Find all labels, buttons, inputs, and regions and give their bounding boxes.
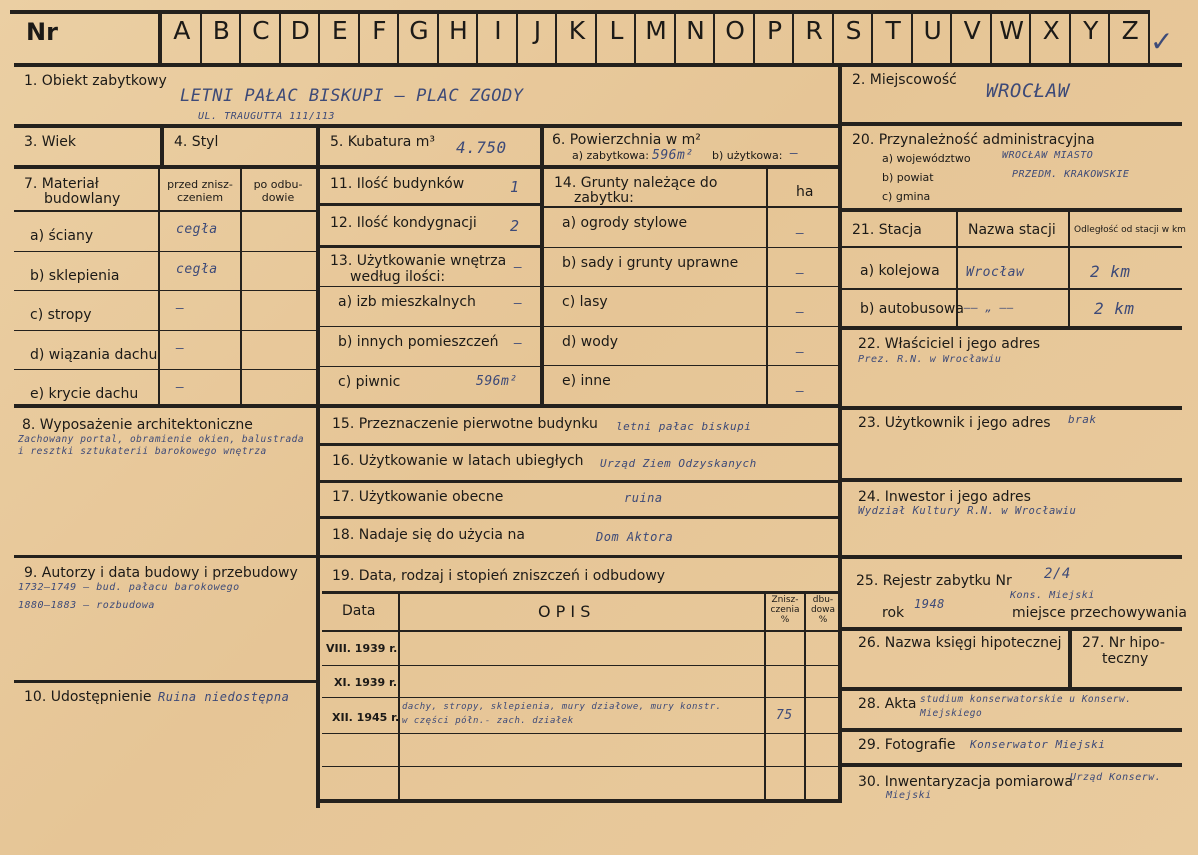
field-14-unit: ha <box>796 184 814 200</box>
field-19-col-date: Data <box>342 603 376 619</box>
field-29-label: 29. Fotografie <box>858 737 956 753</box>
field-30-label: 30. Inwentaryzacja pomiarowa <box>858 774 1073 790</box>
divider <box>990 10 992 65</box>
field-7-row-label: a) ściany <box>30 228 94 244</box>
field-14-row-value: — <box>796 265 805 281</box>
field-21-b-label: b) autobusowa <box>860 301 964 317</box>
field-19-row-3-date: XII. 1945 r. <box>332 711 400 724</box>
divider <box>397 10 399 65</box>
divider <box>544 247 840 248</box>
divider <box>544 365 840 366</box>
divider <box>14 251 318 252</box>
field-7-row-value: — <box>176 340 185 356</box>
index-letter-w: W <box>999 16 1025 45</box>
field-6-b-value: — <box>790 146 799 161</box>
field-10-label: 10. Udostępnienie <box>24 689 152 705</box>
field-25-nr: 2/4 <box>1044 566 1071 582</box>
field-2-label: 2. Miejscowość <box>852 72 957 88</box>
divider <box>544 286 840 287</box>
divider <box>14 404 318 408</box>
field-30-value-1: Urząd Konserw. <box>1070 772 1162 783</box>
field-14-row-value: — <box>796 344 805 360</box>
field-2-value: WROCŁAW <box>986 80 1070 102</box>
index-letter-x: X <box>1042 16 1060 45</box>
index-letter-b: B <box>212 16 230 45</box>
field-19-col-d3: % <box>818 615 828 625</box>
divider <box>318 286 542 287</box>
field-20-b-label: b) powiat <box>882 171 934 184</box>
divider <box>200 10 202 65</box>
divider <box>792 10 794 65</box>
divider <box>279 10 281 65</box>
field-7-col2-b: dowie <box>261 191 295 204</box>
divider <box>322 665 840 666</box>
field-13-c-label: c) piwnic <box>338 374 401 390</box>
field-24-label: 24. Inwestor i jego adres <box>858 489 1031 505</box>
field-7-row-value: — <box>176 380 185 395</box>
field-19-label: 19. Data, rodzaj i stopień zniszczeń i odbudowy <box>332 568 666 584</box>
field-29-value: Konserwator Miejski <box>970 738 1106 751</box>
divider <box>840 122 1182 126</box>
divider <box>832 10 834 65</box>
divider <box>316 126 320 808</box>
index-letter-f: F <box>372 16 387 45</box>
divider <box>840 208 1182 212</box>
field-14-row-value: — <box>796 384 805 400</box>
field-7-row-value: — <box>176 301 185 316</box>
divider <box>322 630 840 632</box>
field-7-label-1: 7. Materiał <box>24 176 99 192</box>
divider <box>318 10 320 65</box>
field-14-row-value: — <box>796 226 805 241</box>
field-14-row-label: e) inne <box>562 373 611 390</box>
field-28-label: 28. Akta <box>858 696 917 712</box>
field-7-row-value: cegła <box>176 222 218 237</box>
divider <box>1029 10 1031 65</box>
divider <box>595 10 597 65</box>
divider <box>318 203 542 206</box>
field-21-b-name: —— „ —— <box>964 301 1014 314</box>
divider <box>160 126 164 166</box>
field-25-place-value: Kons. Miejski <box>1010 590 1095 601</box>
divider <box>318 480 840 483</box>
field-13-a-value: — <box>514 296 523 311</box>
divider <box>713 10 715 65</box>
field-13-a-label: a) izb mieszkalnych <box>338 294 476 310</box>
divider <box>840 246 1182 248</box>
field-19-col-z1: Znisz- <box>771 595 799 605</box>
divider <box>318 443 840 446</box>
divider <box>871 10 873 65</box>
field-7-col1-b: czeniem <box>176 191 224 204</box>
divider <box>1068 210 1070 328</box>
nr-label: Nr <box>26 18 58 46</box>
divider <box>322 766 840 767</box>
field-19-row-3-opis-1: dachy, stropy, sklepienia, mury działowe, mury konstr. <box>402 702 722 712</box>
field-9-label: 9. Autorzy i data budowy i przebudowy <box>24 565 298 581</box>
field-6-b-label: b) użytkowa: <box>712 149 783 162</box>
index-letter-d: D <box>290 16 310 45</box>
field-21-a-dist: 2 km <box>1090 262 1131 281</box>
field-19-row-3-opis-2: w części półn.- zach. działek <box>402 716 574 726</box>
field-14-row-label: d) wody <box>562 333 618 350</box>
field-16-value: Urząd Ziem Odzyskanych <box>600 457 757 470</box>
field-17-value: ruina <box>624 491 663 505</box>
divider <box>318 799 842 803</box>
divider <box>634 10 636 65</box>
divider <box>840 478 1182 482</box>
index-letter-r: R <box>805 16 823 45</box>
divider <box>544 206 840 208</box>
divider <box>318 245 542 248</box>
divider <box>14 330 318 331</box>
field-25-rok-value: 1948 <box>914 597 945 611</box>
field-20-c-label: c) gmina <box>882 190 931 203</box>
index-letter-t: T <box>885 16 901 45</box>
divider <box>950 10 952 65</box>
divider <box>840 555 1182 559</box>
field-20-label: 20. Przynależność administracyjna <box>852 132 1095 148</box>
field-14-label-2: zabytku: <box>574 190 634 206</box>
index-letter-y: Y <box>1083 16 1099 45</box>
field-13-c-value: 596m² <box>476 374 518 389</box>
field-14-row-value: — <box>796 305 805 321</box>
divider <box>674 10 676 65</box>
divider <box>840 763 1182 767</box>
field-21-col2: Nazwa stacji <box>968 222 1056 238</box>
divider <box>316 165 840 169</box>
field-30-value-2: Miejski <box>886 790 932 801</box>
field-23-value: brak <box>1068 413 1097 426</box>
field-27-label-2: teczny <box>1102 651 1149 667</box>
divider <box>14 63 1182 67</box>
field-14-row-label: b) sady i grunty uprawne <box>562 254 739 271</box>
index-letter-n: N <box>686 16 705 45</box>
field-14-label-1: 14. Grunty należące do <box>554 175 718 191</box>
field-26-label: 26. Nazwa księgi hipotecznej <box>858 635 1062 651</box>
field-1-value: LETNI PAŁAC BISKUPI – PLAC ZGODY <box>180 86 524 106</box>
index-letter-u: U <box>923 16 942 45</box>
index-letter-m: M <box>645 16 667 45</box>
field-22-label: 22. Właściciel i jego adres <box>858 336 1041 352</box>
divider <box>318 366 542 367</box>
divider <box>838 63 842 803</box>
divider <box>158 10 162 67</box>
field-14-row-label: c) lasy <box>562 294 608 311</box>
divider <box>318 516 840 519</box>
field-18-label: 18. Nadaje się do użycia na <box>332 527 525 543</box>
field-6-a-label: a) zabytkowa: <box>572 149 649 162</box>
field-9-value-2: 1880–1883 – rozbudowa <box>18 600 155 611</box>
field-23-label: 23. Użytkownik i jego adres <box>858 415 1051 431</box>
field-5-label: 5. Kubatura m³ <box>330 134 436 150</box>
divider <box>14 165 318 169</box>
field-27-label-1: 27. Nr hipo- <box>1082 635 1165 651</box>
divider <box>14 124 840 128</box>
field-25-place-label: miejsce przechowywania <box>1012 605 1187 621</box>
field-15-label: 15. Przeznaczenie pierwotne budynku <box>332 416 598 432</box>
field-21-a-name: Wrocław <box>966 265 1025 280</box>
field-28-value-1: studium konserwatorskie u Konserw. <box>920 694 1132 705</box>
divider <box>322 733 840 734</box>
index-letter-z: Z <box>1121 16 1139 45</box>
field-21-col3: Odległość od stacji w km <box>1074 225 1186 235</box>
divider <box>840 288 1182 290</box>
field-1-label: 1. Obiekt zabytkowy <box>24 73 167 89</box>
field-21-b-dist: 2 km <box>1094 299 1135 318</box>
check-mark: ✓ <box>1150 25 1174 58</box>
field-19-row-3-pct: 75 <box>776 708 793 723</box>
field-15-value: letni pałac biskupi <box>616 420 752 433</box>
field-7-label-2: budowlany <box>44 191 121 207</box>
divider <box>1108 10 1110 65</box>
index-letter-v: V <box>963 16 981 45</box>
divider <box>14 290 318 291</box>
field-7-row-label: b) sklepienia <box>30 267 120 284</box>
field-16-label: 16. Użytkowanie w latach ubiegłych <box>332 453 584 469</box>
field-8-value-2: i resztki sztukaterii barokowego wnętrza <box>18 446 267 457</box>
field-25-label: 25. Rejestr zabytku Nr <box>856 573 1012 589</box>
field-6-label: 6. Powierzchnia w m² <box>552 132 701 148</box>
index-letter-i: I <box>494 16 502 45</box>
field-7-row-value: cegła <box>176 261 218 277</box>
field-13-b-label: b) innych pomieszczeń <box>338 334 499 350</box>
divider <box>1069 10 1071 65</box>
divider <box>10 10 1150 14</box>
index-letter-j: J <box>533 16 542 45</box>
divider <box>1068 629 1072 689</box>
divider <box>516 10 518 65</box>
field-13-b-value: — <box>514 336 523 351</box>
field-21-label: 21. Stacja <box>852 222 922 238</box>
field-19-col-z2: czenia <box>770 605 800 615</box>
field-8-label: 8. Wyposażenie architektoniczne <box>22 417 253 433</box>
field-24-value: Wydział Kultury R.N. w Wrocławiu <box>858 505 1077 517</box>
divider <box>476 10 478 65</box>
field-14-row-label: a) ogrody stylowe <box>562 215 688 231</box>
divider <box>840 326 1182 330</box>
index-letter-s: S <box>845 16 862 45</box>
divider <box>555 10 557 65</box>
divider <box>437 10 439 65</box>
field-1-street: UL. TRAUGUTTA 111/113 <box>198 111 335 122</box>
field-7-row-label: c) stropy <box>30 307 92 323</box>
field-19-col-d1: dbu- <box>812 595 834 605</box>
index-letter-e: E <box>331 16 348 45</box>
divider <box>316 404 840 408</box>
field-5-value: 4.750 <box>456 138 507 157</box>
field-11-value: 1 <box>510 178 520 196</box>
field-7-col1-a: przed znisz- <box>167 178 233 191</box>
index-letter-l: L <box>609 16 624 45</box>
index-letter-h: H <box>448 16 468 45</box>
divider <box>14 210 318 212</box>
field-19-col-z3: % <box>780 615 790 625</box>
index-letter-k: K <box>568 16 586 45</box>
divider <box>753 10 755 65</box>
divider <box>840 728 1182 732</box>
field-13-dash-0: — <box>514 260 523 275</box>
index-letter-g: G <box>409 16 429 45</box>
field-7-row-label: e) krycie dachu <box>30 386 139 402</box>
divider <box>840 627 1182 631</box>
field-17-label: 17. Użytkowanie obecne <box>332 489 504 505</box>
divider <box>358 10 360 65</box>
field-20-a-label: a) województwo <box>882 152 971 165</box>
field-9-value-1: 1732–1749 – bud. pałacu barokowego <box>18 582 240 593</box>
divider <box>239 10 241 65</box>
index-letter-p: P <box>767 16 783 45</box>
field-13-label-2: według ilości: <box>350 269 446 285</box>
field-12-value: 2 <box>510 217 520 235</box>
divider <box>544 326 840 327</box>
field-11-label: 11. Ilość budynków <box>330 176 465 192</box>
field-19-col-opis: O P I S <box>538 602 591 621</box>
field-7-col2-a: po odbu- <box>253 178 303 191</box>
divider <box>318 326 542 327</box>
index-letter-o: O <box>725 16 745 45</box>
field-13-label-1: 13. Użytkowanie wnętrza <box>330 253 507 269</box>
field-19-row-2-date: XI. 1939 r. <box>334 676 398 689</box>
field-19-row-1-date: VIII. 1939 r. <box>326 642 398 655</box>
field-12-label: 12. Ilość kondygnacji <box>330 215 477 231</box>
index-letter-c: C <box>252 16 270 45</box>
field-8-value-1: Zachowany portal, obramienie okien, balustrada <box>18 434 305 445</box>
field-6-a-value: 596m² <box>652 148 694 163</box>
field-3-label: 3. Wiek <box>24 134 76 150</box>
divider <box>840 406 1182 410</box>
divider <box>318 555 840 558</box>
field-22-value: Prez. R.N. w Wrocławiu <box>858 354 1002 365</box>
field-28-value-2: Miejskiego <box>920 708 983 719</box>
field-21-a-label: a) kolejowa <box>860 263 940 279</box>
field-7-row-label: d) wiązania dachu <box>30 346 158 363</box>
field-25-rok-label: rok <box>882 605 905 621</box>
field-19-col-d2: dowa <box>810 605 836 615</box>
divider <box>14 680 318 683</box>
field-4-label: 4. Styl <box>174 134 219 150</box>
index-letter-a: A <box>173 16 191 45</box>
divider <box>14 369 318 370</box>
field-20-a-value: WROCŁAW MIASTO <box>1002 150 1094 161</box>
field-10-value: Ruina niedostępna <box>158 690 290 704</box>
divider <box>840 687 1182 691</box>
divider <box>14 555 318 558</box>
divider <box>911 10 913 65</box>
field-20-b-value: PRZEDM. KRAKOWSKIE <box>1012 169 1130 180</box>
divider <box>322 697 840 698</box>
field-18-value: Dom Aktora <box>596 530 674 544</box>
